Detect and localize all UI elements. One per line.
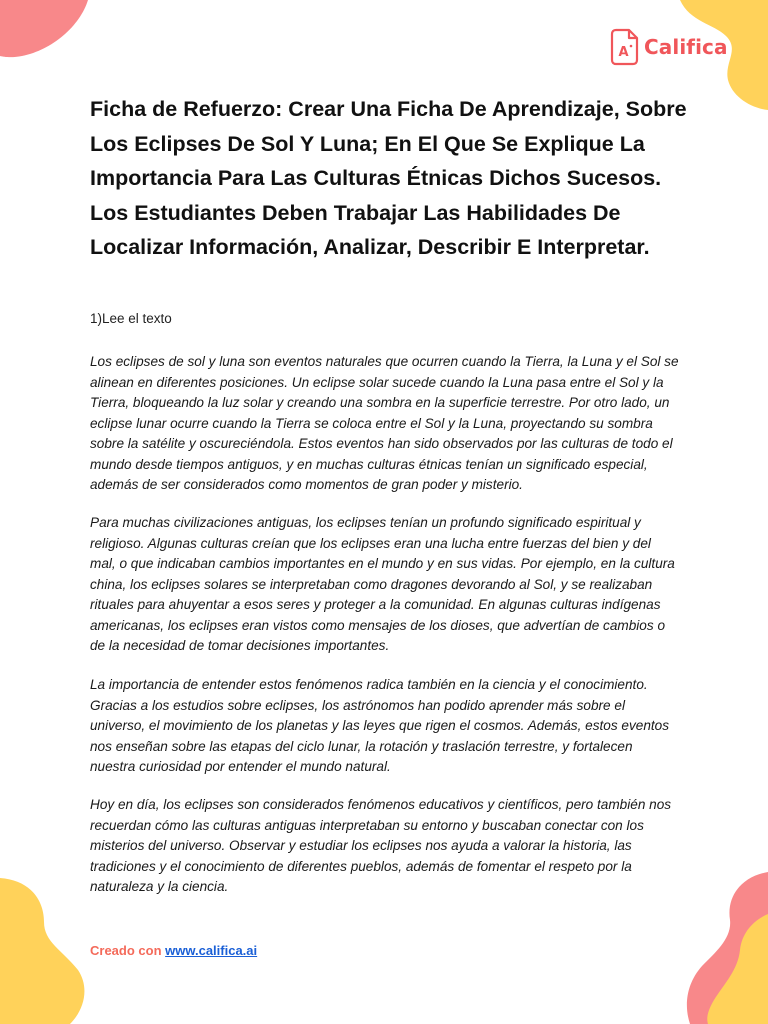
paragraph-1: Los eclipses de sol y luna son eventos naturales que ocurren cuando la Tierra, la Luna y el Sol se alinean en diferentes posiciones. Un eclipse solar sucede cuando la Luna pasa entre el Sol y la Tierra, bloqueando la luz solar y creando una sombra en la superficie terrestre. Por otro lado, un eclipse lunar ocurre cuando la Tierra se coloca entre el Sol y la Luna, proyectando su sombra sobre la satélite y oscureciéndola. Estos eventos han sido observados por las culturas de todo el mundo desde tiempos antiguos, y en muchas culturas étnicas tenían un significado especial, además de ser considerados como momentos de gran poder y misterio. (90, 354, 679, 492)
bottom-left-blob-decoration (0, 878, 86, 1024)
paragraph-2: Para muchas civilizaciones antiguas, los eclipses tenían un profundo significado espiritual y religioso. Algunas culturas creían que los eclipses eran una lucha entre fuerzas del bien y del mal, o que indicaban cambios importantes en el mundo y en sus vidas. Por ejemplo, en la cultura china, los eclipses solares se interpretaban como dragones devorando al Sol, y se realizaban rituales para ahuyentar a esos seres y proteger a la comunidad. En algunas culturas indígenas americanas, los eclipses eran vistos como mensajes de los dioses, que advertían de cambios o de la necesidad de tomar decisiones importantes. (90, 515, 675, 653)
califica-link[interactable]: www.califica.ai (165, 943, 258, 958)
bottom-right-blob-decoration (668, 872, 768, 1024)
paragraph-4: Hoy en día, los eclipses son considerados fenómenos educativos y científicos, pero también nos recuerdan cómo las culturas antiguas interpretaban su entorno y buscaban conectar con los misterios del universo. Observar y estudiar los eclipses nos ayuda a valorar la historia, las tradiciones y el conocimiento de diferentes pueblos, además de fomentar el respeto por la naturaleza y la ciencia. (90, 797, 672, 894)
page-title: Ficha de Refuerzo: Crear Una Ficha De Aprendizaje, Sobre Los Eclipses De Sol Y Luna; En El Que Se Explique La Importancia Para Las Culturas Étnicas Dichos Sucesos. Los Estudiantes Deben Trabajar Las Habilidades De Localizar Información, Analizar, Describir E Interpretar. (90, 97, 687, 260)
instruction-text: 1)Lee el texto (90, 311, 172, 326)
document-a-icon (610, 28, 640, 66)
top-left-blob-decoration (0, 0, 90, 60)
califica-logo (610, 28, 728, 66)
footer-prefix: Creado con (90, 943, 166, 958)
brand-name: Califica (644, 35, 728, 59)
svg-text:A: A (618, 45, 629, 60)
paragraph-3: La importancia de entender estos fenómenos radica también en la ciencia y el conocimiento. Gracias a los estudios sobre eclipses, los astrónomos han podido aprender más sobre el universo, el movimiento de los planetas y las leyes que rigen el cosmos. Además, estos eventos nos enseñan sobre las etapas del ciclo lunar, la rotación y traslación terrestre, y fortalecen nuestra curiosidad por entender el mundo natural. (90, 677, 670, 774)
footer-credit (90, 942, 257, 960)
